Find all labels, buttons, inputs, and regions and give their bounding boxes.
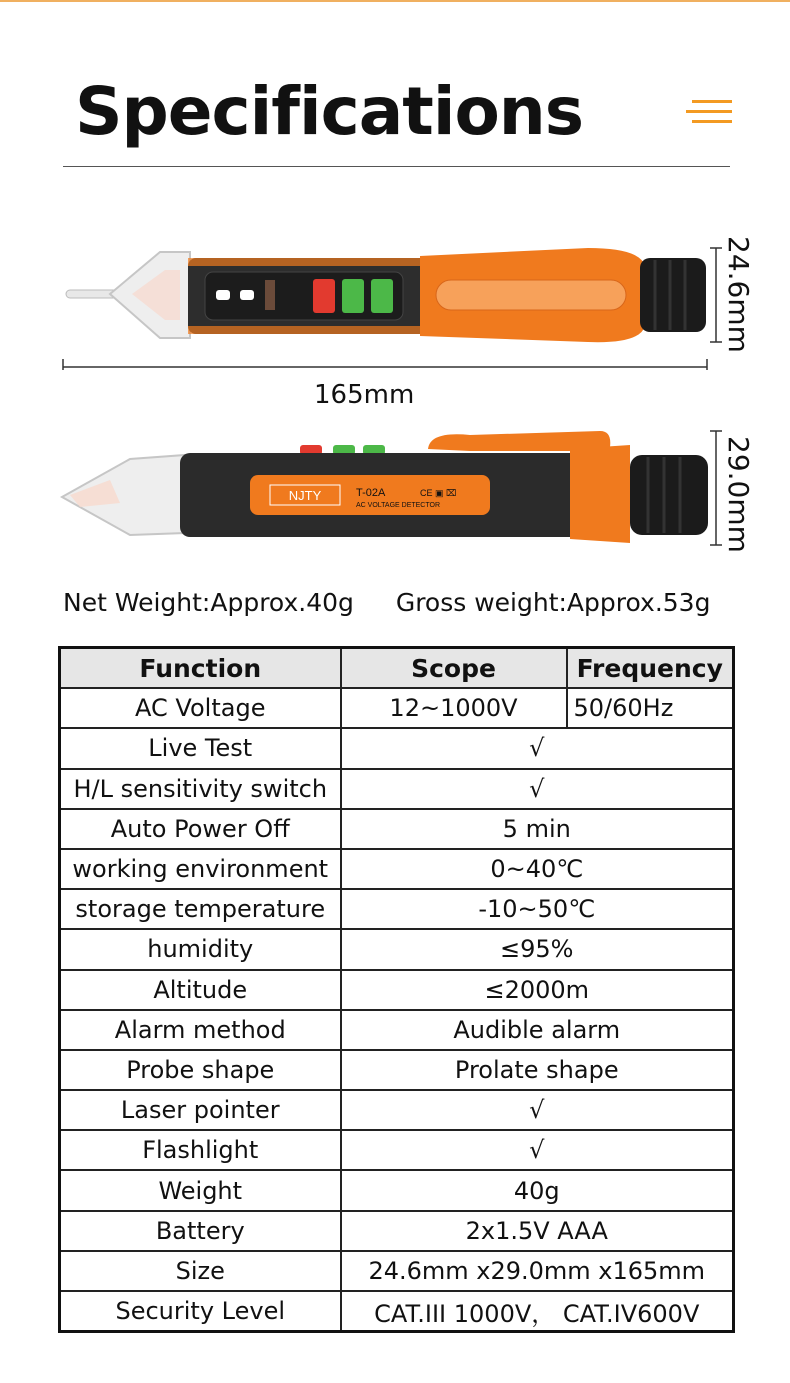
table-row [60, 1090, 734, 1130]
gross-weight: Gross weight:Approx.53g [395, 588, 711, 617]
detector-side-view-image [0, 425, 790, 555]
row-label: Laser pointer [60, 1090, 341, 1130]
table-header-row [60, 648, 734, 689]
row-label: Altitude [60, 970, 341, 1010]
hamburger-menu-icon[interactable] [686, 100, 732, 124]
side-diameter-label: 29.0mm [722, 436, 755, 553]
table-row [60, 809, 734, 849]
row-value: CAT.III 1000V， CAT.IV600V [341, 1291, 734, 1332]
row-label: AC Voltage [60, 688, 341, 728]
table-row [60, 1050, 734, 1090]
row-value: 24.6mm x29.0mm x165mm [341, 1251, 734, 1291]
svg-text:T-02A: T-02A [356, 487, 386, 499]
row-label: Probe shape [60, 1050, 341, 1090]
svg-text:AC VOLTAGE DETECTOR: AC VOLTAGE DETECTOR [356, 502, 441, 509]
row-label: Auto Power Off [60, 809, 341, 849]
net-weight: Net Weight:Approx.40g [63, 588, 354, 617]
table-row [60, 1010, 734, 1050]
header-frequency: Frequency [567, 648, 734, 689]
row-value: 5 min [341, 809, 734, 849]
row-label: Live Test [60, 728, 341, 768]
row-label: storage temperature [60, 889, 341, 929]
spec-table [58, 646, 735, 1333]
table-row [60, 889, 734, 929]
row-value: -10~50℃ [341, 889, 734, 929]
row-value: Audible alarm [341, 1010, 734, 1050]
row-value: √ [341, 1130, 734, 1170]
row-value: 0~40℃ [341, 849, 734, 889]
table-row [60, 970, 734, 1010]
row-label: H/L sensitivity switch [60, 769, 341, 809]
table-row [60, 1251, 734, 1291]
row-value: √ [341, 1090, 734, 1130]
weight-summary [63, 588, 710, 617]
table-row [60, 1211, 734, 1251]
row-value: Prolate shape [341, 1050, 734, 1090]
row-label: Security Level [60, 1291, 341, 1332]
svg-text:CE ▣ ⌧: CE ▣ ⌧ [420, 488, 457, 498]
table-row [60, 929, 734, 969]
row-label: working environment [60, 849, 341, 889]
row-frequency: 50/60Hz [567, 688, 734, 728]
table-row [60, 1291, 734, 1332]
row-label: Weight [60, 1170, 341, 1210]
row-value: ≤95% [341, 929, 734, 969]
row-label: Battery [60, 1211, 341, 1251]
row-label: Alarm method [60, 1010, 341, 1050]
page-title: Specifications [75, 73, 584, 150]
detector-top-view-image [0, 230, 790, 370]
title-divider [63, 166, 730, 167]
top-diameter-label: 24.6mm [722, 236, 755, 353]
row-value: 2x1.5V AAA [341, 1211, 734, 1251]
row-value: √ [341, 728, 734, 768]
table-row [60, 688, 734, 728]
table-row [60, 1130, 734, 1170]
table-row [60, 728, 734, 768]
row-label: Flashlight [60, 1130, 341, 1170]
top-accent-line [0, 0, 790, 2]
header-function: Function [60, 648, 341, 689]
row-value: ≤2000m [341, 970, 734, 1010]
header-scope: Scope [341, 648, 567, 689]
row-scope: 12~1000V [341, 688, 567, 728]
table-row [60, 849, 734, 889]
row-label: humidity [60, 929, 341, 969]
length-label: 165mm [314, 380, 415, 410]
row-value: 40g [341, 1170, 734, 1210]
table-row [60, 1170, 734, 1210]
table-row [60, 769, 734, 809]
svg-text:NJTY: NJTY [288, 488, 322, 503]
row-label: Size [60, 1251, 341, 1291]
row-value: √ [341, 769, 734, 809]
